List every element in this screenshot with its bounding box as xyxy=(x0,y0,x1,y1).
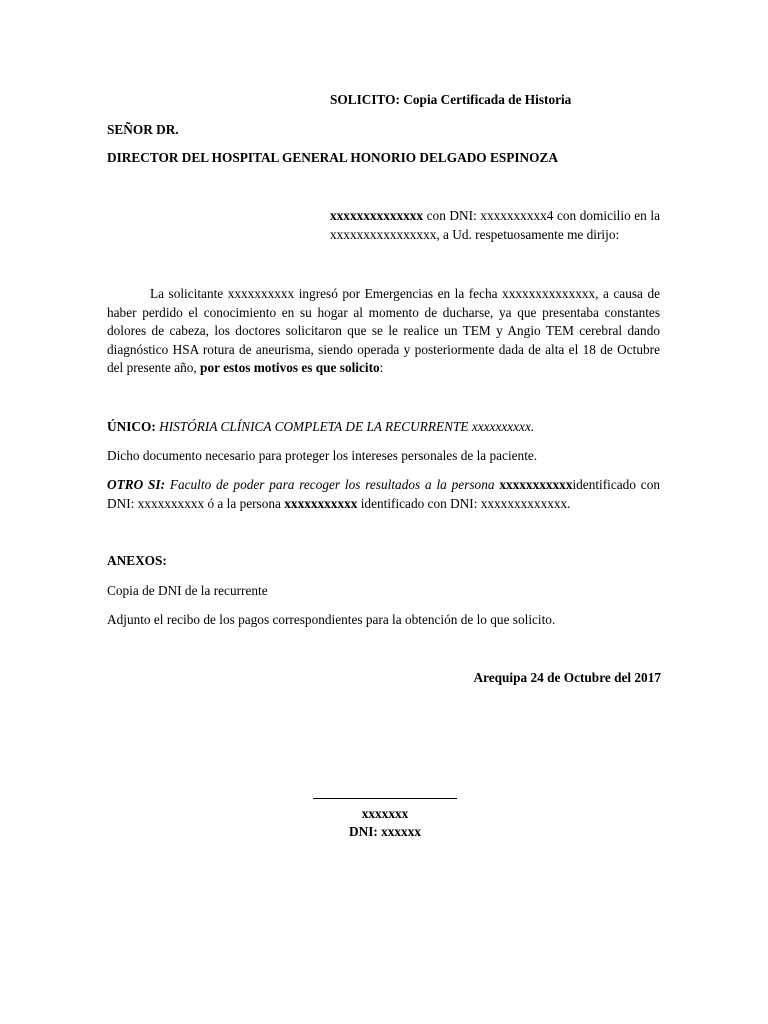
otro-si-name2: xxxxxxxxxxx xyxy=(284,495,358,511)
salutation: SEÑOR DR. xyxy=(107,122,179,137)
unico-line xyxy=(107,419,534,435)
unico-text: HISTÓRIA CLÍNICA COMPLETA DE LA RECURRENTE xxxxxxxxxx. xyxy=(159,419,535,434)
unico-label: ÚNICO: xyxy=(107,419,156,434)
otro-si-text2: identificado con DNI: xxxxxxxxxxxxx. xyxy=(357,495,571,511)
anexo-item: Adjunto el recibo de los pagos correspondientes para la obtención de lo que solicito. xyxy=(107,612,556,627)
signature-dni: DNI: xxxxxx xyxy=(348,824,422,839)
intro-paragraph xyxy=(330,207,660,244)
signature-name: xxxxxxx xyxy=(361,806,409,821)
subject-label: SOLICITO: xyxy=(330,92,400,107)
subject-line xyxy=(330,92,571,108)
otro-si-paragraph xyxy=(107,476,660,513)
body-paragraph xyxy=(107,285,660,378)
necessity-line: Dicho documento necesario para proteger los intereses personales de la paciente. xyxy=(107,448,538,463)
intro-text: con DNI: xxxxxxxxxx4 con domicilio en la xxxxxxxxxxxxxxxx, a Ud. respetuosamente me dirijo: xyxy=(330,208,660,242)
signature-line xyxy=(313,798,457,799)
body-text: La solicitante xxxxxxxxxx ingresó por Emergencias en la fecha xxxxxxxxxxxxxx, a causa de haber perdido el conocimiento en su hogar al momento de ducharse, ya que presentaba constantes dolores de cabeza, los doctores solicitaron que se le realice un TEM y Angio TEM cerebral dando diagnóstico HSA rotura de aneurisma, siendo operada y posteriormente dada de alta el 18 de Octubre del presente año, xyxy=(107,286,660,375)
body-bold-text: por estos motivos es que solicito xyxy=(200,360,380,375)
otro-si-label: OTRO SI: xyxy=(107,477,166,492)
otro-si-name1: xxxxxxxxxxx xyxy=(499,477,573,492)
otro-si-italic: Faculto de poder para recoger los resultados a la persona xyxy=(165,477,500,492)
intro-name: xxxxxxxxxxxxxx xyxy=(330,208,424,223)
anexo-item: Copia de DNI de la recurrente xyxy=(107,583,268,598)
anexos-title: ANEXOS: xyxy=(107,553,167,568)
addressee: DIRECTOR DEL HOSPITAL GENERAL HONORIO DELGADO ESPINOZA xyxy=(107,150,558,165)
subject-text: Copia Certificada de Historia xyxy=(403,92,572,107)
body-end: : xyxy=(379,360,384,375)
place-date: Arequipa 24 de Octubre del 2017 xyxy=(473,670,661,685)
otro-si-text1: identificado con DNI: xxxxxxxxxx ó a la persona xyxy=(107,477,660,511)
